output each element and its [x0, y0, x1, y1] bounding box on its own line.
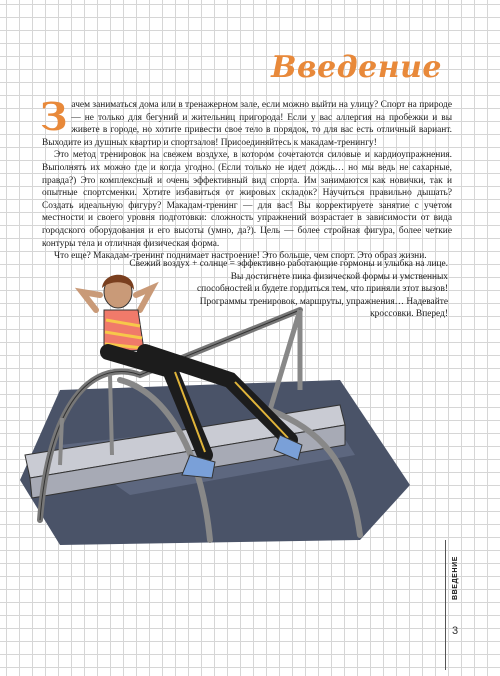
section-side-label: ВВЕДЕНИЕ [452, 556, 459, 600]
workout-illustration [0, 240, 440, 570]
drop-cap: З [40, 94, 68, 139]
paragraph-1-text: ачем заниматься дома или в тренажерном зале, если можно выйти на улицу? Спорт на природе — не только для бегуний и жительниц пригорода! Если у вас аллергия на пробежки и вы живете в городе, но хотите привести свое тело в порядок, то для вас есть отличный вариант. Выходите из душных квартир и спортзалов! Присоединяйтесь к макадам-тренингу! [42, 100, 452, 148]
tail-line-4: кроссовки. Вперед! [370, 309, 448, 320]
paragraph-3-line-1: Что еще? Макадам-тренинг поднимает настроение! Это больше, чем спорт. Это образ жизни. [54, 251, 427, 262]
page-title: Введение [271, 50, 442, 85]
paragraph-2: Это метод тренировок на свежем воздухе, в котором сочетаются силовые и кардиоупражнения. Выполнять их можно где и когда угодно. (Если только не идет дождь… но мы ведь не сахарные, правда?) Это комплексный и очень эффективный вид спорта. Им занимаются как новички, так и опытные спортсменки. Хотите избавиться от жировых складок? Научиться правильно дышать? Создать идеальную фигуру? Макадам-тренинг — для вас! Вы корректируете занятие с учетом местности и своего уровня подготовки: сложность упражнений возрастает в зависимости от вида городского оборудования и его высоты (умно, да?). Цель — более стройная фигура, более четкие контуры тела и отличная физическая форма. [42, 150, 452, 249]
intro-text [40, 94, 452, 263]
tail-line-2: способностей и будете гордиться тем, что приняли этот вызов! [197, 284, 448, 295]
page-number: 3 [452, 625, 459, 637]
paragraph-1 [40, 94, 452, 149]
margin-rule [445, 540, 446, 670]
tail-line-3: Программы тренировок, маршруты, упражнения… Надевайте [199, 296, 448, 307]
tail-line-1: Свежий воздух + солнце = эффективно работающие гормоны и улыбка на лице. Вы достигнете пика физической формы и умственных [129, 259, 448, 282]
